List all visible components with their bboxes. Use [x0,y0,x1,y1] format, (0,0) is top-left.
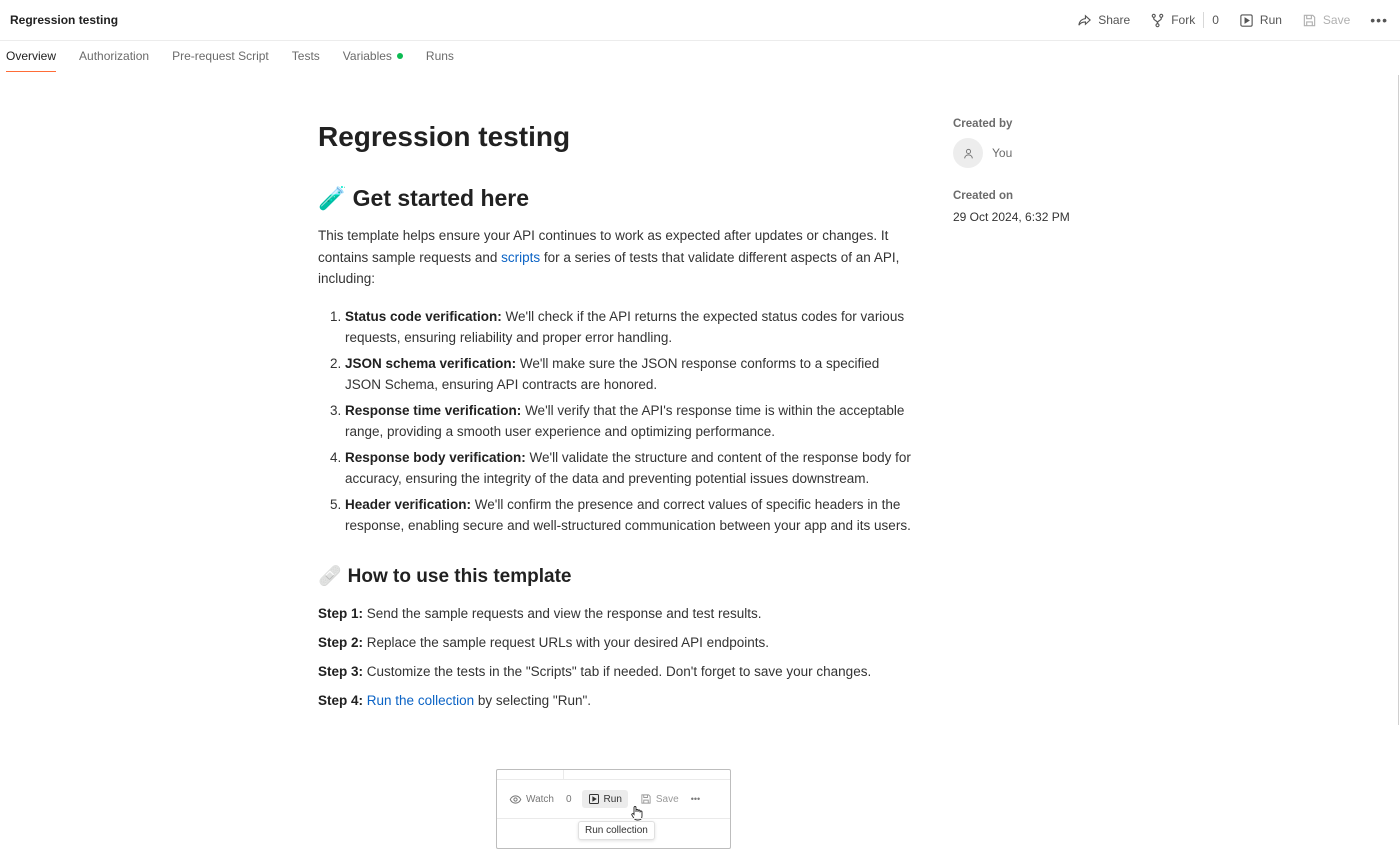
steps-list [318,603,913,711]
section-heading-text: Get started here [352,185,530,211]
step-text: Replace the sample request URLs with your desired API endpoints. [363,634,769,650]
header-actions [1067,0,1390,41]
tab-label: Overview [6,49,57,63]
created-on-value: 29 Oct 2024, 6:32 PM [953,210,1070,224]
created-by-label: Created by [953,118,1013,130]
list-item-term: JSON schema verification: [345,355,517,371]
list-item-text: We'll confirm the presence and correct values of specific headers in the response, enabling secure and well-structured communication between your app and its users. [345,496,911,533]
list-item [345,494,913,536]
top-bar [0,0,1400,41]
step-item [318,661,913,682]
step-text: by selecting "Run". [474,692,592,708]
more-options-button[interactable]: ••• [1370,12,1388,28]
run-collection-preview-image [496,769,731,849]
user-icon [963,148,974,159]
intro-paragraph [318,225,913,290]
tab-bar [0,41,1400,72]
avatar [953,138,983,168]
step-label: Step 3: [318,663,364,679]
run-button[interactable] [1229,7,1292,33]
tab-authorization[interactable] [73,41,155,72]
step-label: Step 4: [318,692,364,708]
list-item-text: We'll make sure the JSON response conforms to a specified JSON Schema, ensuring API contracts are honored. [345,355,880,392]
play-square-icon [1239,13,1254,28]
eye-icon [509,793,522,806]
step-label: Step 2: [318,634,364,650]
fork-icon [1150,13,1165,28]
preview-divider [563,770,564,780]
save-icon [1302,13,1317,28]
tab-label: Runs [425,49,454,63]
tab-runs[interactable] [420,41,460,72]
documentation-content [318,118,913,719]
run-collection-link[interactable]: Run the collection [366,692,475,708]
tab-tests[interactable] [286,41,326,72]
section-heading-how-to-use [318,564,913,590]
creator [953,138,1213,168]
variables-status-dot [397,53,403,59]
scripts-link[interactable]: scripts [501,249,541,265]
doc-title: Regression testing [318,121,571,152]
panel-divider [1398,75,1399,725]
fork-count[interactable]: 0 [1212,13,1219,27]
share-label: Share [1098,13,1131,27]
test-tube-icon: 🧪 [318,185,347,211]
list-item [345,306,913,348]
list-item-term: Status code verification: [345,308,502,324]
list-item-text: We'll check if the API returns the expected status codes for various requests, ensuring reliability and proper error handling. [345,308,905,345]
preview-run-label: Run [603,793,622,805]
tab-variables[interactable] [337,41,409,72]
save-button[interactable] [1292,7,1360,33]
verification-list [318,306,913,536]
step-item [318,632,913,653]
list-item-text: We'll validate the structure and content of the response body for accuracy, ensuring the integrity of the data and preventing potential issues downstream. [345,449,911,486]
save-label: Save [1322,13,1351,27]
share-icon [1077,13,1092,28]
list-item [345,447,913,489]
creator-name: You [992,146,1013,160]
preview-toolbar [509,790,712,808]
preview-run [582,790,628,808]
tab-label: Authorization [79,49,150,63]
preview-save [640,793,679,805]
info-sidebar [953,118,1213,224]
step-item [318,690,913,711]
fork-button[interactable] [1140,7,1203,33]
collection-title: Regression testing [10,13,119,27]
section-heading-get-started [318,182,913,214]
preview-divider [497,779,731,780]
tab-pre-request-script[interactable] [166,41,275,72]
created-on-label: Created on [953,190,1014,202]
play-square-icon [588,793,600,805]
list-item-term: Header verification: [345,496,472,512]
run-label: Run [1259,13,1282,27]
preview-watch [509,793,554,806]
intro-text-end: for a series of tests that validate different aspects of an API, including: [318,249,900,286]
share-button[interactable] [1067,7,1140,33]
bandage-icon: 🩹 [318,565,342,587]
tab-label: Variables [342,49,392,63]
step-label: Step 1: [318,605,364,621]
preview-more: ••• [690,794,701,804]
list-item-term: Response time verification: [345,402,522,418]
step-item [318,603,913,624]
tab-label: Tests [291,49,320,63]
tab-overview[interactable] [0,41,62,72]
intro-text: This template helps ensure your API continues to work as expected after updates or changes. It contains sample requests and [318,228,889,265]
preview-divider [497,818,731,819]
list-item-term: Response body verification: [345,449,526,465]
preview-watch-count: 0 [565,793,572,805]
section-heading-text: How to use this template [347,565,572,587]
preview-tooltip: Run collection [578,821,655,840]
preview-watch-label: Watch [526,793,554,805]
list-item [345,353,913,395]
preview-save-label: Save [655,793,679,805]
save-icon [640,793,652,805]
tab-label: Pre-request Script [172,49,269,63]
step-text: Customize the tests in the "Scripts" tab if needed. Don't forget to save your changes. [363,663,872,679]
list-item-text: We'll verify that the API's response time is within the acceptable range, providing a smooth user experience and optimizing performance. [345,402,905,439]
fork-label: Fork [1171,13,1196,27]
step-text: Send the sample requests and view the response and test results. [363,605,762,621]
list-item [345,400,913,442]
